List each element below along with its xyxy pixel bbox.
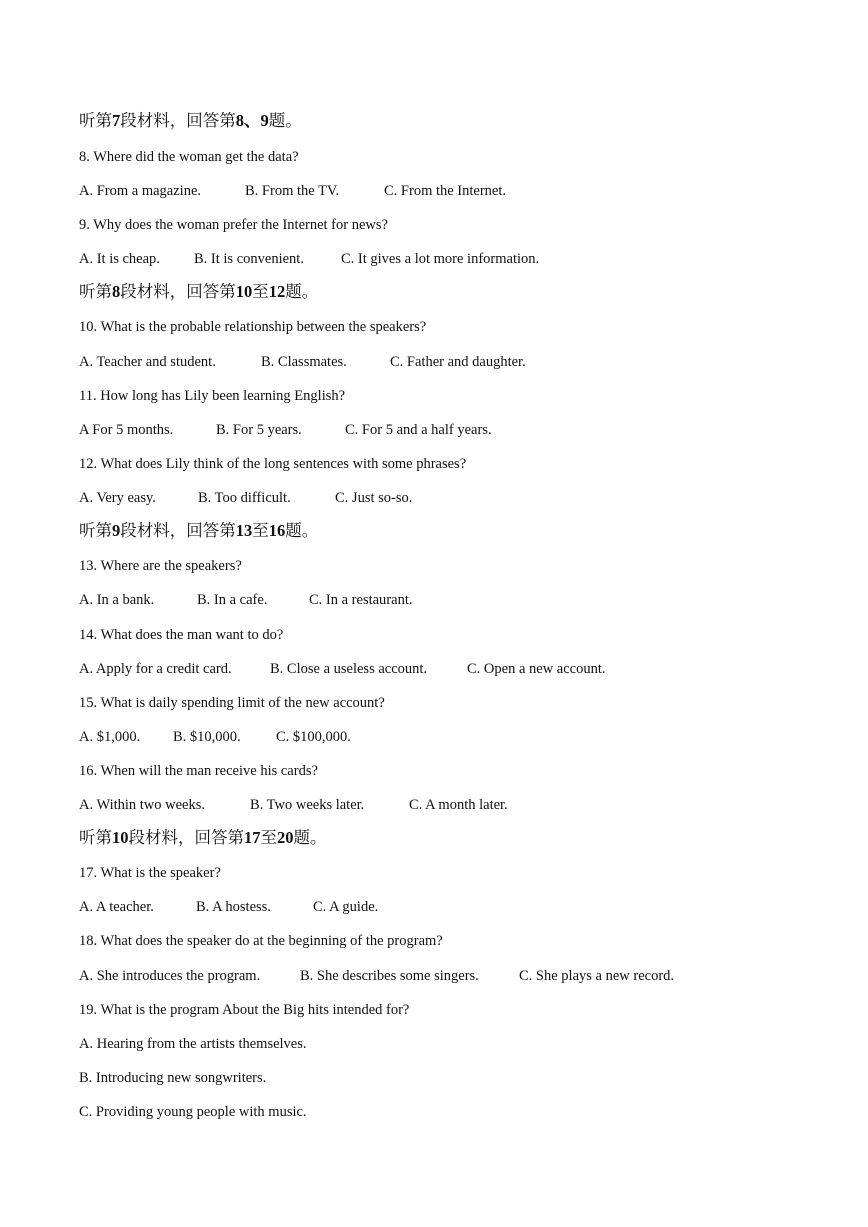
option-a: A. $1,000. bbox=[79, 729, 141, 745]
answer-options bbox=[79, 898, 378, 916]
answer-options bbox=[79, 182, 506, 200]
answer-options bbox=[79, 250, 539, 268]
question-text: 16. When will the man receive his cards? bbox=[79, 763, 318, 779]
option-a: A. Apply for a credit card. bbox=[79, 661, 232, 677]
section-heading: 听第10段材料，回答第17至20题。 bbox=[79, 828, 327, 847]
option-b: B. In a cafe. bbox=[197, 592, 268, 608]
option-a: A. A teacher. bbox=[79, 899, 154, 915]
question-text: 15. What is daily spending limit of the new account? bbox=[79, 695, 385, 711]
question-text: 9. Why does the woman prefer the Internet for news? bbox=[79, 217, 388, 233]
answer-options bbox=[79, 421, 492, 439]
option-a: A. Within two weeks. bbox=[79, 797, 206, 813]
option-c: C. For 5 and a half years. bbox=[345, 422, 492, 438]
answer-options bbox=[79, 796, 508, 814]
option-b: B. Too difficult. bbox=[198, 490, 291, 506]
option-a: A. From a magazine. bbox=[79, 183, 202, 199]
question-text: 10. What is the probable relationship between the speakers? bbox=[79, 319, 427, 335]
answer-options bbox=[79, 660, 606, 678]
option-c: C. A month later. bbox=[409, 797, 508, 813]
answer-options bbox=[79, 728, 351, 746]
option-a: A. Teacher and student. bbox=[79, 354, 216, 370]
option-b: B. From the TV. bbox=[245, 183, 340, 199]
answer-options bbox=[79, 489, 412, 507]
option-c: C. A guide. bbox=[313, 899, 379, 915]
section-heading: 听第7段材料，回答第8、9题。 bbox=[79, 111, 302, 130]
option-c: C. Father and daughter. bbox=[390, 354, 526, 370]
option-b: B. It is convenient. bbox=[194, 251, 304, 267]
question-text: 18. What does the speaker do at the beginning of the program? bbox=[79, 933, 443, 949]
question-text: 12. What does Lily think of the long sentences with some phrases? bbox=[79, 456, 467, 472]
answer-options bbox=[79, 591, 412, 609]
option-c: C. It gives a lot more information. bbox=[341, 251, 540, 267]
answer-option-a: A. Hearing from the artists themselves. bbox=[79, 1036, 307, 1052]
option-b: B. Two weeks later. bbox=[250, 797, 365, 813]
option-a: A. Very easy. bbox=[79, 490, 156, 506]
question-text: 19. What is the program About the Big hits intended for? bbox=[79, 1002, 410, 1018]
option-b: B. For 5 years. bbox=[216, 422, 302, 438]
option-c: C. She plays a new record. bbox=[519, 968, 675, 984]
option-c: C. Open a new account. bbox=[467, 661, 606, 677]
option-b: B. A hostess. bbox=[196, 899, 271, 915]
section-heading: 听第9段材料，回答第13至16题。 bbox=[79, 521, 319, 540]
option-a: A. In a bank. bbox=[79, 592, 155, 608]
option-b: B. Close a useless account. bbox=[270, 661, 428, 677]
answer-options bbox=[79, 353, 526, 371]
question-text: 11. How long has Lily been learning English? bbox=[79, 388, 346, 404]
answer-options bbox=[79, 967, 674, 985]
answer-option-c: C. Providing young people with music. bbox=[79, 1104, 307, 1120]
option-c: C. Just so-so. bbox=[335, 490, 413, 506]
section-heading: 听第8段材料，回答第10至12题。 bbox=[79, 282, 319, 301]
option-c: C. From the Internet. bbox=[384, 183, 507, 199]
option-c: C. $100,000. bbox=[276, 729, 351, 745]
option-b: B. She describes some singers. bbox=[300, 968, 479, 984]
question-text: 8. Where did the woman get the data? bbox=[79, 149, 299, 165]
question-text: 17. What is the speaker? bbox=[79, 865, 221, 881]
option-a: A. She introduces the program. bbox=[79, 968, 261, 984]
option-a: A. It is cheap. bbox=[79, 251, 160, 267]
question-text: 14. What does the man want to do? bbox=[79, 627, 284, 643]
option-a: A For 5 months. bbox=[79, 422, 174, 438]
answer-option-b: B. Introducing new songwriters. bbox=[79, 1070, 267, 1086]
question-text: 13. Where are the speakers? bbox=[79, 558, 242, 574]
option-b: B. Classmates. bbox=[261, 354, 347, 370]
option-c: C. In a restaurant. bbox=[309, 592, 413, 608]
option-b: B. $10,000. bbox=[173, 729, 241, 745]
